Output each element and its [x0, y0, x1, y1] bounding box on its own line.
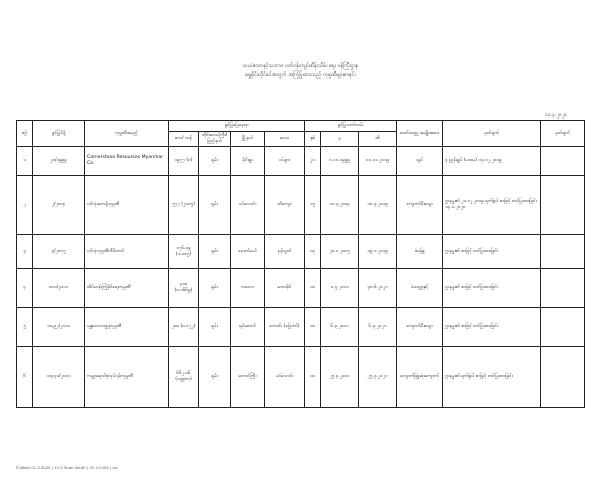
cell-to: ၁၁.၁၁.၂၀၁၉: [359, 147, 397, 176]
cell-location: ပင်လောင်း: [265, 347, 305, 408]
cell-company: ထိပ်တန်းကြံ့ခိုင်ရေးကုမ္ပဏီ: [85, 269, 169, 308]
cell-sr: ၅: [17, 308, 33, 347]
cell-from: ၂၅.၃.၂၀၁၁: [321, 347, 359, 408]
table-row: [17, 235, 585, 269]
cell-acre: ၅၇၇ (၂၀၀၅): [169, 176, 199, 235]
cell-acre: ၄၁၈ (၀.၁၆၆၉): [169, 269, 199, 308]
cell-years: ၁၀: [305, 308, 321, 347]
cell-permit-no: ၁၀၄၃၁/၂၀၁၁: [33, 347, 85, 408]
cell-township: မောက်မယ်: [231, 235, 265, 269]
cell-mineral: ကျောက်မီးသွေး: [397, 176, 443, 235]
cell-acre: ၁၉၇၇ (၈): [169, 147, 199, 176]
cell-state: ရှမ်း: [199, 147, 231, 176]
cell-years: ၁၄: [305, 235, 321, 269]
cell-to: ၃၀.၆.၂၀၂၁: [359, 269, 397, 308]
cell-company: မန္တလေးသတ္တုကုမ္ပဏီ: [85, 308, 169, 347]
cell-to: ၂၅.၃.၂၀၂၁: [359, 347, 397, 408]
cell-permit-no: ၀၀၁/၂၀၁၁: [33, 269, 85, 308]
cell-acre: ၂၀၀ (၈.၈၂၂): [169, 308, 199, 347]
cell-years: ၁၅: [305, 176, 321, 235]
cell-from: ၂၀.၁.၂၀၀၅: [321, 235, 359, 269]
col-header-location: ဒေသ: [265, 132, 305, 147]
table-row: [17, 347, 585, 408]
col-header-acre: ဧက/ တန်: [169, 132, 199, 147]
cell-note: ဒု ညွှန်ချုပ် (ပထမ) ၁၃.၁၂.၂၀၁၉: [443, 147, 541, 176]
cell-to: ၁၀.၃.၂၀၁၉: [359, 176, 397, 235]
cell-mineral: ကျောက်မီးသွေး: [397, 308, 443, 347]
ministry-title: သယံဇာတနှင့်သဘာဝ ပတ်ဝန်းကျင်ထိန်းသိမ်း ရေး ဝန်ကြီးဌာန: [242, 63, 359, 69]
cell-note: ဌာနမှူး၏ စာဖြင့် တင်ပြထားခြင်း: [443, 308, 541, 347]
cell-location: လဲချား: [265, 147, 305, 176]
cell-mineral: ခဲမဖြူ: [397, 235, 443, 269]
cell-years: ၁၀: [305, 347, 321, 408]
cell-state: ရှမ်း: [199, 308, 231, 347]
cell-sr: ၃: [17, 235, 33, 269]
cell-to: ၁၉.၁.၂၀၁၉: [359, 235, 397, 269]
cell-remark: [541, 147, 585, 176]
cell-location: တိကျော: [265, 176, 305, 235]
cell-company: ကမ္ဘာ့ရောင်စုံလုပ်ငန်းကုမ္ပဏီ: [85, 347, 169, 408]
table-row: [17, 308, 585, 347]
cell-from: ၆.၃.၂၀၁၁: [321, 308, 359, 347]
table-row: [17, 176, 585, 235]
cell-remark: [541, 235, 585, 269]
cell-note: ဌာနမှူး၏ စာဖြင့် တင်ပြထားခြင်း: [443, 235, 541, 269]
cell-remark: [541, 308, 585, 347]
cell-note: ဌာနမှူး၏ စာဖြင့် တင်ပြထားခြင်း: [443, 269, 541, 308]
cell-permit-no: ၁၀,၉၂/၂၀၁၁: [33, 308, 85, 347]
cell-note: ဌာနမှူး၏ ၂၁.၁၂.၂၀၁၉ ရက်စွဲပါ စာဖြင့် တင်ပြထားခြင်း ၁၄.၁.၂၀၂၀: [443, 176, 541, 235]
table-row: [17, 269, 585, 308]
cell-from: ၁.၁၁.၁၉၉၉: [321, 147, 359, 176]
cell-state: ရှမ်း: [199, 269, 231, 308]
cell-years: ၂၀: [305, 147, 321, 176]
permit-table: [16, 120, 585, 408]
cell-remark: [541, 269, 585, 308]
cell-note: ဌာနမှူး၏ ရက်စွဲပါ စာဖြင့် တင်ပြထားခြင်း: [443, 347, 541, 408]
col-header-sr: စဉ်: [17, 121, 33, 147]
cell-township: ကလော: [231, 269, 265, 308]
cell-state: ရှမ်း: [199, 176, 231, 235]
col-header-remark: မှတ်ချက်: [541, 121, 585, 147]
col-header-note: မှတ်ချက်: [443, 121, 541, 147]
cell-from: ၁.၅.၂၀၁၁: [321, 269, 359, 308]
cell-sr: ၆: [17, 347, 33, 408]
cell-permit-no: ၂၀/၁၉၉၉: [33, 147, 85, 176]
cell-permit-no: ၃/၂၀၀၅: [33, 235, 85, 269]
cell-state: ရှမ်း: [199, 347, 231, 408]
cell-remark: [541, 176, 585, 235]
cell-to: ၆.၃.၂၀၂၁: [359, 308, 397, 347]
col-header-township: မြို့နယ်: [231, 132, 265, 147]
cell-township: ပင်လောင်း: [231, 176, 265, 235]
col-header-from: မှ: [321, 132, 359, 147]
cell-company: ပင်လုံအကန့်ကုမ္ပဏီ: [85, 176, 169, 235]
cell-location: ဘောခိုင်: [265, 269, 305, 308]
cell-years: ၁၀: [305, 269, 321, 308]
cell-township: တောင်ကြီး: [231, 347, 265, 408]
cell-mineral: သွပ်: [397, 147, 443, 176]
cell-company: ပင်လုံကုမ္ပဏီလီမိတက်: [85, 235, 169, 269]
col-header-period-group: ခွင့်ပြုသက်တမ်း: [305, 121, 397, 132]
cell-township: ရပ်စောက်: [231, 308, 265, 347]
cell-location: ကောင်း (မြောက်): [265, 308, 305, 347]
cell-state: ရှမ်း: [199, 235, 231, 269]
cell-remark: [541, 347, 585, 408]
col-header-years: နှစ်: [305, 132, 321, 147]
cell-township: မိုင်းရှူး: [231, 147, 265, 176]
cell-company: Cornerstone Resources Myanmar Co.: [85, 147, 169, 176]
col-header-area-group: ခွင့်ပြုမြေနေရာ: [169, 121, 305, 132]
cell-from: ၁၁.၃.၂၀၀၄: [321, 176, 359, 235]
cell-sr: ၂: [17, 176, 33, 235]
table-row: [17, 147, 585, 176]
cell-location: နမ့်လွတ်: [265, 235, 305, 269]
cell-sr: ၁: [17, 147, 33, 176]
cell-acre: ၁၇၆.၀၉ (၁.၀၀၅): [169, 235, 199, 269]
cell-permit-no: ၂/၂၀၀၄: [33, 176, 85, 235]
cell-mineral: ခဲသတ္တုနှင့်: [397, 269, 443, 308]
col-header-permit: ခွင့်ပြုမိန့်: [33, 121, 85, 147]
col-header-to: ထိ: [359, 132, 397, 147]
file-path-footer: F:\Web\ 01.3.2020 | 11.0 Shan South | 31.3.2020 | xls: [16, 465, 118, 470]
col-header-company: ကုမ္ပဏီအမည်: [85, 121, 169, 147]
col-header-mineral: ဓာတ်သတ္တု အမျိုးအစား: [397, 121, 443, 147]
cell-sr: ၄: [17, 269, 33, 308]
cell-mineral: ကျောက်ဖြူဆုံးကျောက်: [397, 347, 443, 408]
document-date: ၁၁.၃.၂၀၂၀: [544, 112, 567, 118]
document-title: ရွှေမိုင်းလိုင်စင်အတွက် အကြံပြုထားသည့် ကုမ္ပဏီများစာရင်း: [245, 72, 356, 78]
cell-acre: ၆၆၂.၀၆ (၁၃၉၈၀): [169, 347, 199, 408]
col-header-state: တိုင်းဒေသကြီး/ ပြည်နယ်: [199, 132, 231, 147]
